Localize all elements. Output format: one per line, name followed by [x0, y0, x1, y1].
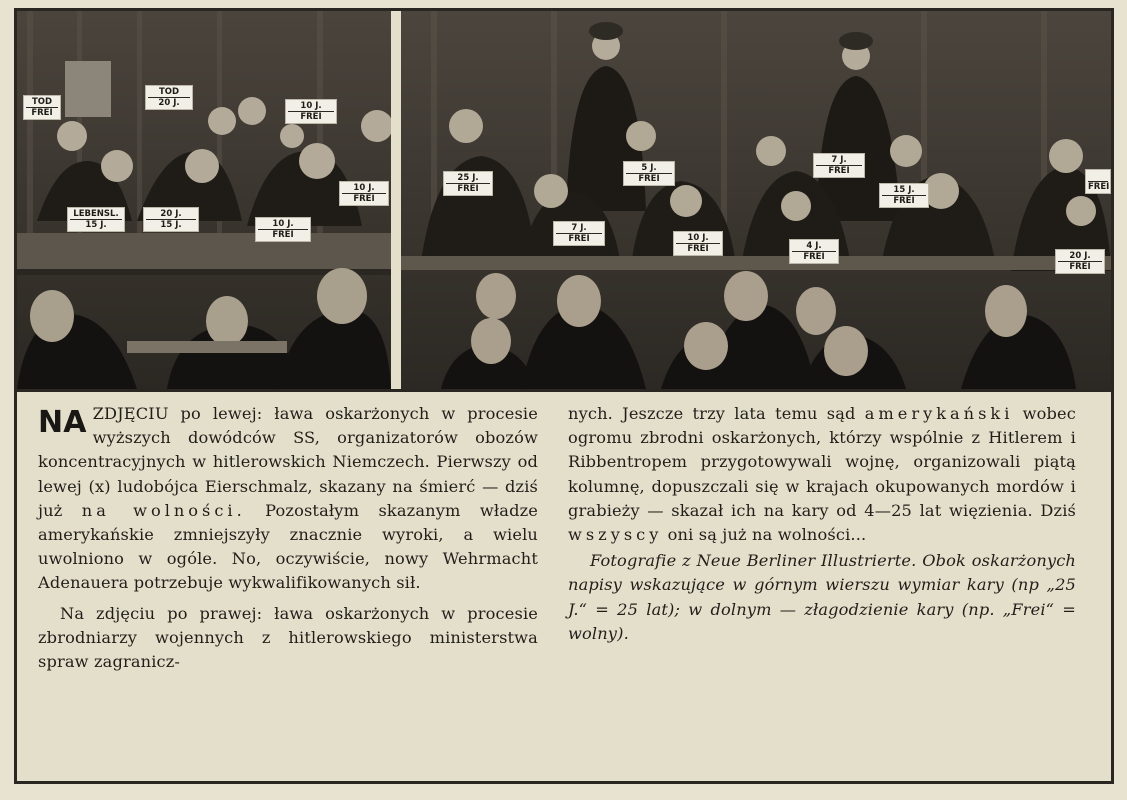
- sentence-tag: 20 J. 15 J.: [143, 207, 199, 232]
- sentence-tag: 4 J. FREI: [789, 239, 839, 264]
- paragraph-continuation: nych. Jeszcze trzy lata temu sąd amerykański wobec ogromu zbrodni oskarżonych, którzy wspólnie z Hitlerem i Ribbentropem przygotowywali wojnę, organizowali piątą kolumnę, dopuszczali się w krajach okupowanych mordów i grabieży — skazał ich na kary od 4—25 lat więzienia. Dziś wszyscy oni są już na wolności...: [568, 404, 1076, 545]
- sentence-tag: 20 J. FREI: [1055, 249, 1105, 274]
- left-photo-image: [17, 11, 391, 389]
- left-courtroom-photo: [17, 11, 391, 389]
- text-column-right: [568, 402, 1076, 646]
- dropcap: NA: [38, 405, 87, 440]
- sentence-tag: FREI: [1085, 169, 1111, 194]
- sentence-tag: 5 J. FREI: [623, 161, 675, 186]
- sentence-tag: 7 J. FREI: [813, 153, 865, 178]
- sentence-tag: 10 J. FREI: [255, 217, 311, 242]
- text-column-left: [38, 402, 538, 674]
- sentence-tag: 15 J. FREI: [879, 183, 929, 208]
- sentence-tag: 10 J. FREI: [673, 231, 723, 256]
- sentence-tag: LEBENSL. 15 J.: [67, 207, 125, 232]
- sentence-tag: 25 J. FREI: [443, 171, 493, 196]
- sentence-tag: 10 J. FREI: [339, 181, 389, 206]
- photo-divider: [391, 11, 401, 389]
- paragraph-right-photo: Na zdjęciu po prawej: ława oskarżonych w procesie zbrodniarzy wojennych z hitlerowskiego ministerstwa spraw zagranicz-: [38, 603, 538, 672]
- sentence-tag: 10 J. FREI: [285, 99, 337, 124]
- photo-bottom-rule: [17, 389, 1111, 392]
- right-photo-image: [401, 11, 1111, 389]
- photo-caption: Fotografie z Neue Berliner Illustrierte. Obok oskarżonych napisy wskazujące w górnym wierszu wymiar kary (np „25 J.“ = 25 lat); w dolnym — złagodzienie kary (np. „Frei“ = wolny).: [568, 551, 1076, 643]
- right-courtroom-photo: [401, 11, 1111, 389]
- sentence-tag: TOD 20 J.: [145, 85, 193, 110]
- paragraph-left-photo: NA ZDJĘCIU po lewej: ława oskarżonych w procesie wyższych dowódców SS, organizatorów obozów koncentracyjnych w hitlerowskich Niemczech. Pierwszy od lewej (x) ludobójca Eierschmalz, skazany na śmierć — dziś już na wolności. Pozostałym skazanym władze amerykańskie zmniejszyły znacznie wyroki, a wielu uwolniono w ogóle. No, oczywiście, nowy Wehrmacht Adenauera potrzebuje wykwalifikowanych sił.: [38, 404, 539, 593]
- sentence-tag: TOD FREI: [23, 95, 61, 120]
- sentence-tag: 7 J. FREI: [553, 221, 605, 246]
